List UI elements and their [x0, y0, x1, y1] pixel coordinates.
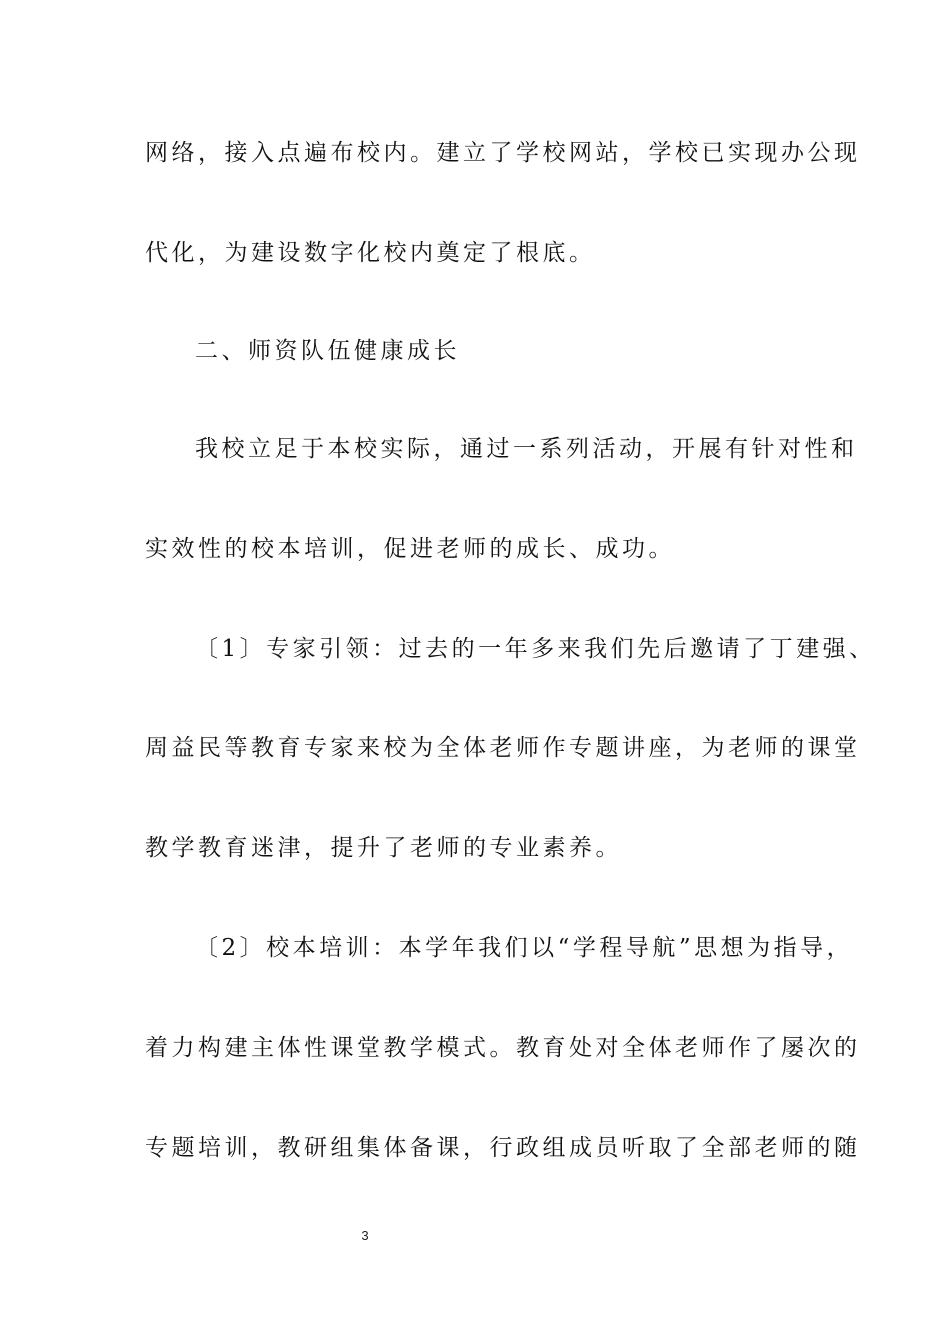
text-line-7: 周益民等教育专家来校为全体老师作专题讲座，为老师的课堂 [145, 735, 861, 761]
text-line-5: 实效性的校本培训，促进老师的成长、成功。 [145, 536, 675, 562]
page-number: 3 [361, 1228, 369, 1243]
text-line-6: 〔1〕专家引领：过去的一年多来我们先后邀请了丁建强、 [195, 636, 876, 662]
section-heading: 二、师资队伍健康成长 [195, 338, 460, 364]
text-line-1: 网络，接入点遍布校内。建立了学校网站，学校已实现办公现 [145, 140, 861, 166]
text-line-4: 我校立足于本校实际，通过一系列活动，开展有针对性和 [195, 436, 858, 462]
text-line-2: 代化，为建设数字化校内奠定了根底。 [145, 240, 596, 266]
text-line-8: 教学教育迷津，提升了老师的专业素养。 [145, 835, 622, 861]
text-line-10: 着力构建主体性课堂教学模式。教育处对全体老师作了屡次的 [145, 1035, 861, 1061]
text-line-11: 专题培训，教研组集体备课，行政组成员听取了全部老师的随 [145, 1135, 861, 1161]
text-line-9: 〔2〕校本培训：本学年我们以“学程导航”思想为指导， [195, 935, 854, 961]
